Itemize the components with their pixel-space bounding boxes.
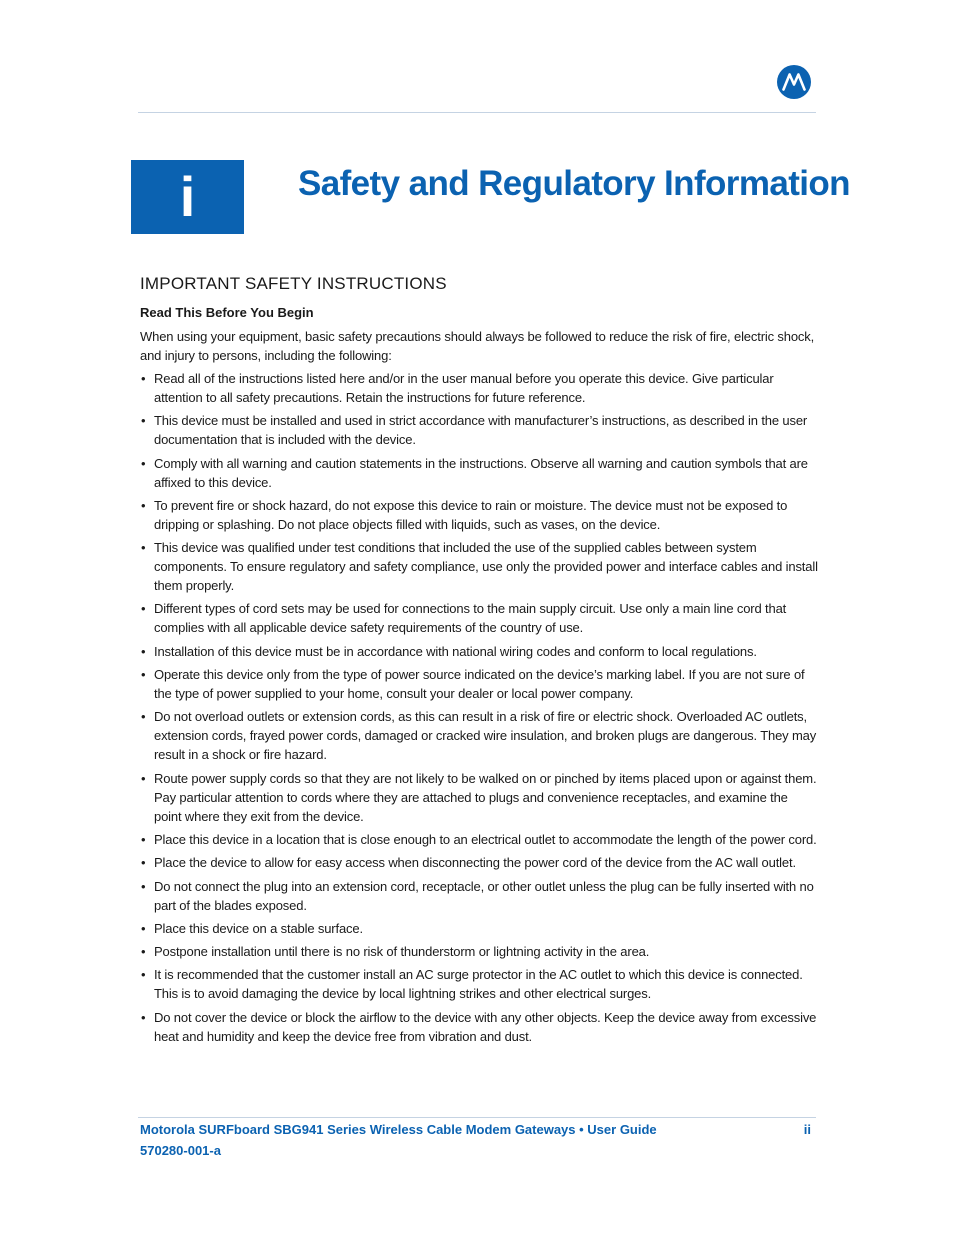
list-item: • Different types of cord sets may be used for connections to the main supply circuit. Use only a main line cord that complies with all applicable device safety requirements of the country of use. [140,599,818,637]
header-divider [138,112,816,113]
list-item: • Place the device to allow for easy access when disconnecting the power cord of the device from the AC wall outlet. [140,853,818,872]
list-item: • Do not connect the plug into an extension cord, receptacle, or other outlet unless the plug can be fully inserted with no part of the blades exposed. [140,877,818,915]
list-item: • Do not overload outlets or extension cords, as this can result in a risk of fire or electric shock. Overloaded AC outlets, extension cords, frayed power cords, damaged or cracked wire insulation, and broken plugs are dangerous. They may result in a shock or fire hazard. [140,707,818,764]
motorola-logo-icon [777,65,811,99]
list-item: • This device must be installed and used in strict accordance with manufacturer’s instructions, as described in the user documentation that is included with the device. [140,411,818,449]
list-item: • Operate this device only from the type of power source indicated on the device’s marking label. If you are not sure of the type of power supplied to your home, consult your dealer or local power company. [140,665,818,703]
list-item: • Place this device on a stable surface. [140,919,818,938]
list-item: • This device was qualified under test conditions that included the use of the supplied cables between system components. To ensure regulatory and safety compliance, use only the provided power and interface cables and install them properly. [140,538,818,595]
list-item: • Postpone installation until there is no risk of thunderstorm or lightning activity in the area. [140,942,818,961]
footer-divider [138,1117,816,1118]
chapter-badge: i [131,160,244,234]
sub-heading: Read This Before You Begin [140,305,314,320]
list-item: • Read all of the instructions listed here and/or in the user manual before you operate this device. Give particular attention to all safety precautions. Retain the instructions for future reference. [140,369,818,407]
page-number: ii [803,1122,811,1137]
section-body [140,327,818,1050]
list-item: • Place this device in a location that is close enough to an electrical outlet to accommodate the length of the power cord. [140,830,818,849]
chapter-title: Safety and Regulatory Information [298,164,850,203]
list-item: • Installation of this device must be in accordance with national wiring codes and conform to local regulations. [140,642,818,661]
list-item: • To prevent fire or shock hazard, do not expose this device to rain or moisture. The device must not be exposed to dripping or splashing. Do not place objects filled with liquids, such as vases, on the device. [140,496,818,534]
section-heading: IMPORTANT SAFETY INSTRUCTIONS [140,274,447,293]
list-item: • Do not cover the device or block the airflow to the device with any other objects. Keep the device away from excessive heat and humidity and keep the device free from vibration and dust. [140,1008,818,1046]
list-item: • Comply with all warning and caution statements in the instructions. Observe all warning and caution symbols that are affixed to this device. [140,454,818,492]
intro-paragraph: When using your equipment, basic safety precautions should always be followed to reduce the risk of fire, electric shock, and injury to persons, including the following: [140,329,815,363]
list-item: • Route power supply cords so that they are not likely to be walked on or pinched by items placed upon or against them. Pay particular attention to cords where they are attached to plugs and convenience receptacles, and examine the point where they exit from the device. [140,769,818,826]
footer-title: Motorola SURFboard SBG941 Series Wireless Cable Modem Gateways • User Guide [140,1122,657,1137]
document-number: 570280-001-a [140,1143,221,1158]
safety-instruction-list [140,369,818,1046]
list-item: • It is recommended that the customer install an AC surge protector in the AC outlet to which this device is connected. This is to avoid damaging the device by local lightning strikes and other electrical surges. [140,965,818,1003]
